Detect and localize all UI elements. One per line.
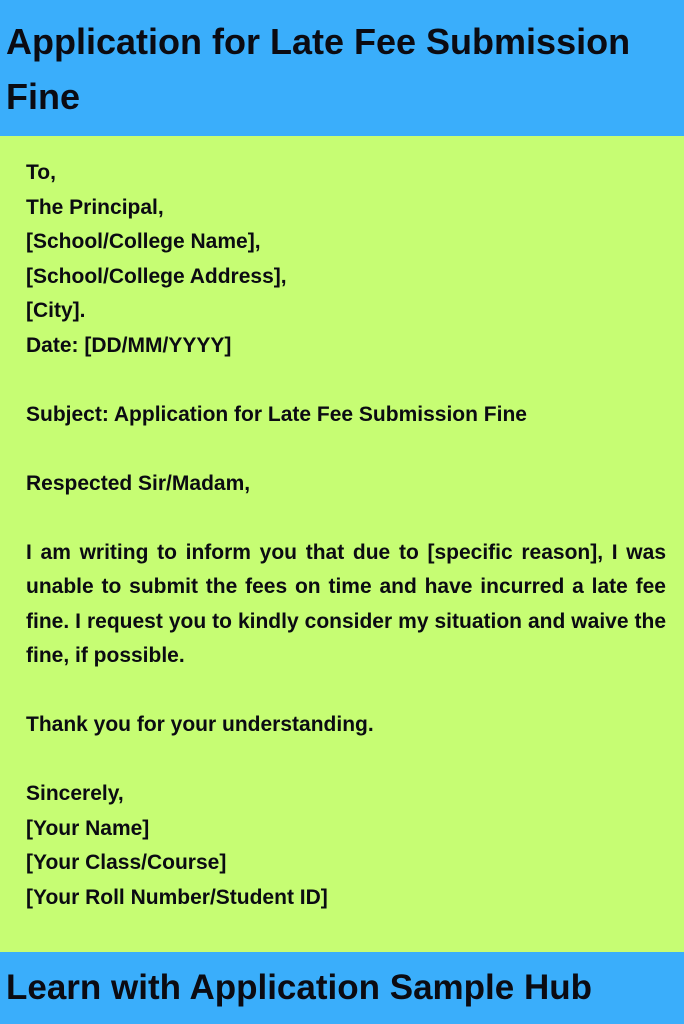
letter-body-paragraph: I am writing to inform you that due to [specific reason], I was unable to submit the fees on time and have incurred a late fee fine. I request you to kindly consider my situation and waive the fine, if possible. [26, 540, 666, 667]
address-to: To, [26, 161, 56, 184]
header-banner [0, 0, 684, 136]
spacer [26, 432, 666, 467]
closing-class: [Your Class/Course] [26, 851, 227, 874]
footer-brand-text: Learn with Application Sample Hub [6, 968, 592, 1007]
letter-content [0, 136, 684, 952]
closing-name: [Your Name] [26, 816, 150, 840]
letter-salutation: Respected Sir/Madam, [26, 471, 251, 495]
closing-sign-off: Sincerely, [26, 782, 124, 805]
address-recipient: The Principal, [26, 195, 164, 219]
spacer [26, 501, 666, 536]
letter-date: Date: [DD/MM/YYYY] [26, 333, 232, 357]
spacer [26, 674, 666, 709]
address-city: [City]. [26, 299, 86, 322]
footer-banner [0, 952, 684, 1024]
spacer [26, 743, 666, 778]
letter-body [26, 156, 666, 915]
page-title: Application for Late Fee Submission Fine [6, 21, 631, 117]
letter-subject: Subject: Application for Late Fee Submission Fine [26, 402, 527, 426]
closing-roll-number: [Your Roll Number/Student ID] [26, 885, 328, 909]
spacer [26, 363, 666, 398]
address-school-name: [School/College Name], [26, 230, 261, 253]
letter-thanks: Thank you for your understanding. [26, 713, 374, 736]
address-school-address: [School/College Address], [26, 264, 287, 288]
